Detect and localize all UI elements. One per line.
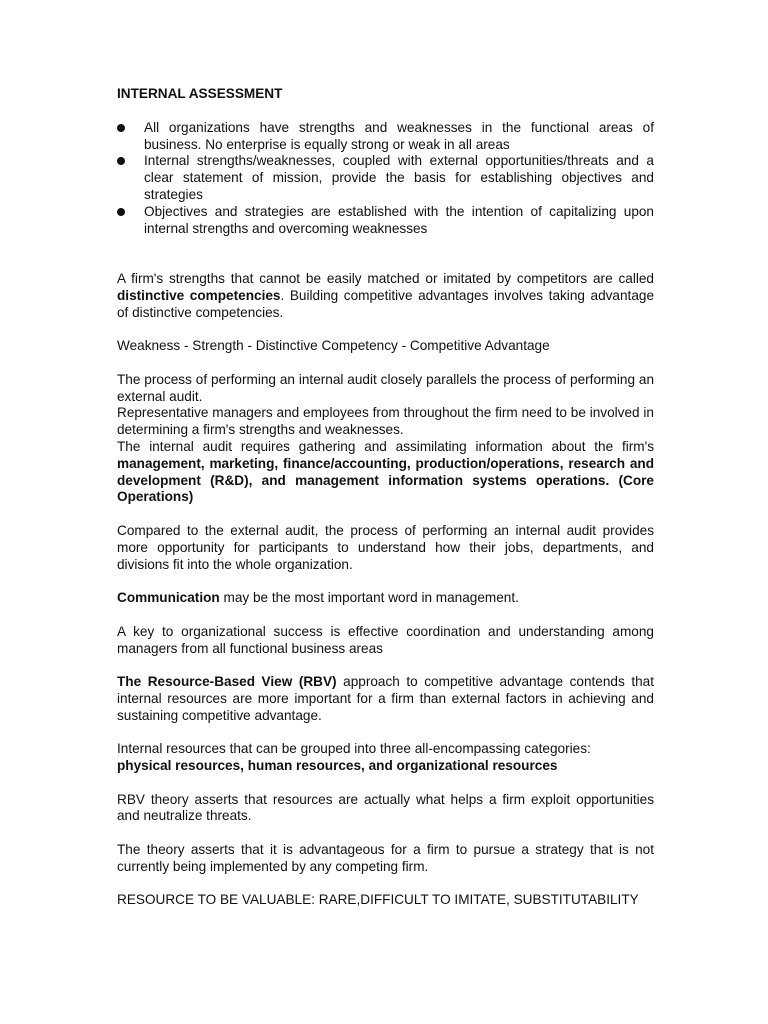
paragraph-competencies: A firm's strengths that cannot be easily matched or imitated by competitors are called distinctive competencies. Building competitive advantages involves taking advantage of distinctive competencies.: [117, 270, 655, 320]
term-rbv: The Resource-Based View (RBV): [117, 674, 337, 690]
paragraph-audit-3: The internal audit requires gathering and assimilating information about the firm's management, marketing, finance/accounting, production/operations, research and development (R&D), and management information systems operations. (Core Operations): [117, 438, 654, 505]
term-core-operations: management, marketing, finance/accounting, production/operations, research and development (R&D), and management information systems operations. (Core Operations): [117, 455, 654, 505]
document-page: [117, 86, 654, 909]
bullet-item: All organizations have strengths and weaknesses in the functional areas of business. No enterprise is equally strong or weak in all areas: [117, 120, 654, 154]
paragraph-theory: The theory asserts that it is advantageous for a firm to pursue a strategy that is not currently being implemented by any competing firm.: [117, 842, 654, 874]
paragraph-audit-1: The process of performing an internal audit closely parallels the process of performing an external audit.: [117, 371, 654, 404]
bullet-item: Objectives and strategies are established with the intention of capitalizing upon internal strengths and overcoming weaknesses: [117, 204, 654, 238]
bullet-item: Internal strengths/weaknesses, coupled with external opportunities/threats and a clear statement of mission, provide the basis for establishing objectives and strategies: [117, 153, 654, 203]
term-resource-categories: physical resources, human resources, and organizational resources: [117, 758, 558, 774]
paragraph-rbv: The Resource-Based View (RBV) approach to competitive advantage contends that internal resources are more important for a firm than external factors in achieving and sustaining competitive advantage.: [117, 674, 654, 723]
paragraph-resources: Internal resources that can be grouped into three all-encompassing categories: physical resources, human resources, and organizational resources: [117, 741, 591, 774]
term-distinctive-competencies: distinctive competencies: [117, 287, 281, 303]
bullet-list: [117, 120, 654, 238]
term-communication: Communication: [117, 590, 220, 606]
paragraph-valuable: RESOURCE TO BE VALUABLE: RARE,DIFFICULT TO IMITATE, SUBSTITUTABILITY: [117, 892, 639, 908]
paragraph-rbv-theory: RBV theory asserts that resources are actually what helps a firm exploit opportunities and neutralize threats.: [117, 791, 654, 824]
paragraph-compared: Compared to the external audit, the process of performing an internal audit provides more opportunity for participants to understand how their jobs, departments, and divisions fit into the whole organization.: [117, 522, 654, 572]
paragraph-key: A key to organizational success is effective coordination and understanding among managers from all functional business areas: [117, 623, 654, 656]
paragraph-communication: Communication may be the most important word in management.: [117, 590, 519, 606]
paragraph-chain: Weakness - Strength - Distinctive Competency - Competitive Advantage: [117, 338, 550, 354]
paragraph-audit-2: Representative managers and employees from throughout the firm need to be involved in determining a firm's strengths and weaknesses.: [117, 405, 654, 438]
page-title: INTERNAL ASSESSMENT: [117, 86, 283, 101]
